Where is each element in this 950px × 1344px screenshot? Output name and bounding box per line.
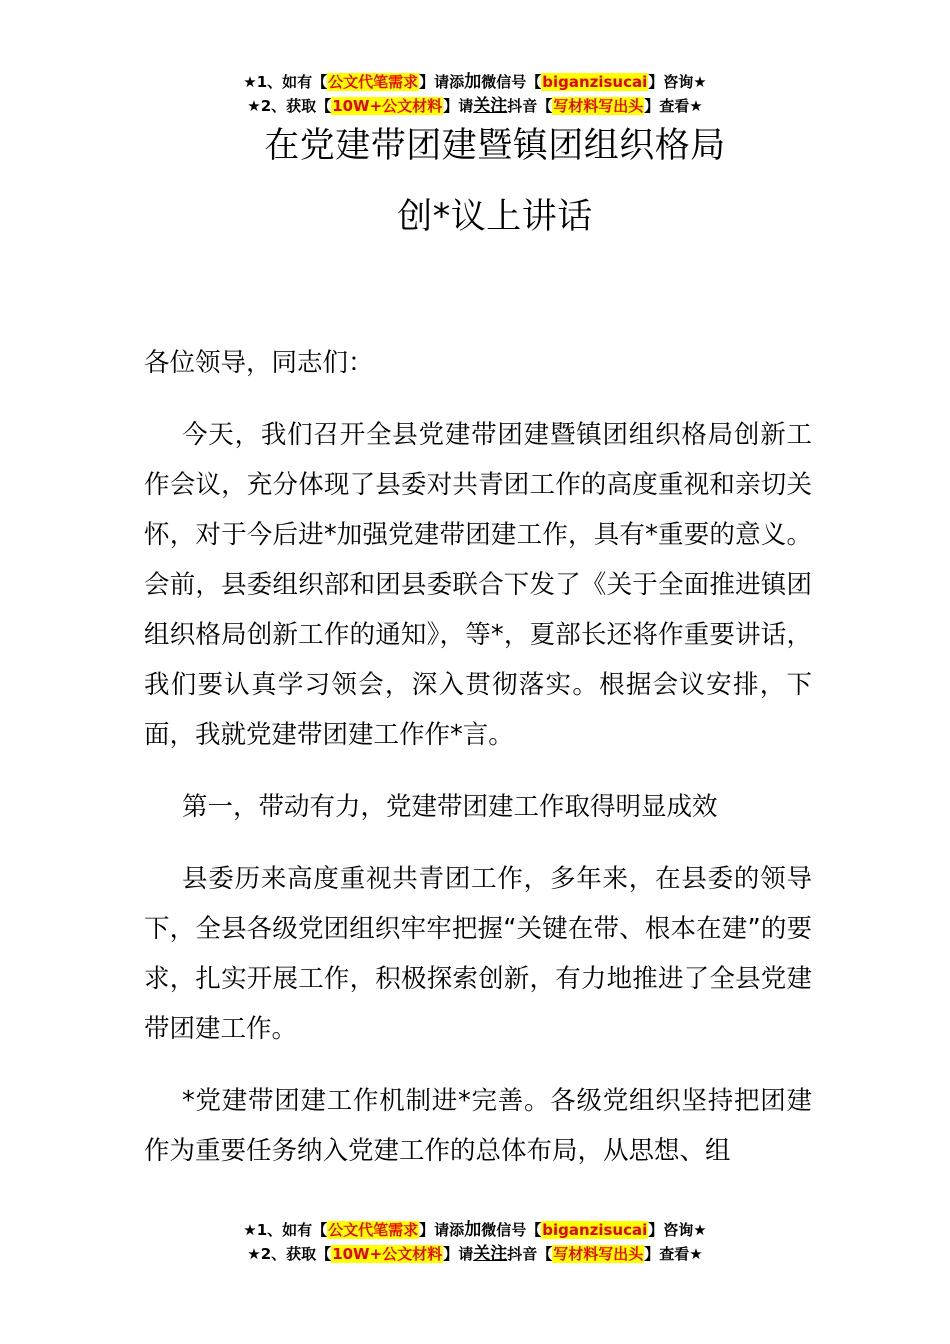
banner-text: 】咨询★ xyxy=(648,73,707,91)
banner-line-1 xyxy=(0,1218,950,1242)
greeting: 各位领导，同志们： xyxy=(144,348,374,378)
banner-wechat-id: biganzisucai xyxy=(542,73,648,91)
banner-text: ★1、如有【 xyxy=(243,1221,328,1239)
banner-highlight: 写材料写出头 xyxy=(553,97,644,115)
document-body xyxy=(144,338,812,1198)
paragraph: 今天，我们召开全县党建带团建暨镇团组织格局创新工作会议，充分体现了县委对共青团工作的高度重视和亲切关怀，对于今后进*加强党建带团建工作，具有*重要的意义。会前，县委组织部和团县委联合下发了《关于全面推进镇团组织格局创新工作的通知》，等*，夏部长还将作重要讲话，我们要认真学习领会，深入贯彻落实。根据会议安排，下面，我就党建带团建工作作*言。 xyxy=(144,420,812,750)
banner-wechat-id: biganzisucai xyxy=(542,1221,648,1239)
paragraph: 县委历来高度重视共青团工作，多年来，在县委的领导下，全县各级党团组织牢牢把握“关键在带、根本在建”的要求，扎实开展工作，积极探索创新，有力地推进了全县党建带团建工作。 xyxy=(144,864,812,1044)
banner-text: 】查看★ xyxy=(644,97,703,115)
banner-text: 】请 xyxy=(443,1245,474,1263)
banner-highlight: 10W+公文材料 xyxy=(332,1245,443,1263)
banner-text: 】请 xyxy=(443,97,474,115)
banner-text: 加 xyxy=(464,1220,482,1240)
banner-text: 关注 xyxy=(473,1244,508,1264)
banner-text: ★2、获取【 xyxy=(247,97,332,115)
bottom-banner xyxy=(0,1218,950,1266)
banner-text: ★1、如有【 xyxy=(243,73,328,91)
banner-highlight: 公文代笔需求 xyxy=(328,73,419,91)
top-banner xyxy=(0,70,950,118)
banner-text: 】请添 xyxy=(419,73,465,91)
paragraph: *党建带团建工作机制进*完善。各级党组织坚持把团建作为重要任务纳入党建工作的总体布局，从思想、组 xyxy=(144,1086,812,1166)
document-title-line-2: 创*议上讲话 xyxy=(397,197,593,237)
banner-highlight: 写材料写出头 xyxy=(553,1245,644,1263)
banner-line-2 xyxy=(0,94,950,118)
banner-highlight: 10W+公文材料 xyxy=(332,97,443,115)
banner-highlight: 公文代笔需求 xyxy=(328,1221,419,1239)
banner-text: 加 xyxy=(464,72,482,92)
section-heading: 第一，带动有力，党建带团建工作取得明显成效 xyxy=(182,792,718,822)
banner-text: 关注 xyxy=(473,96,508,116)
banner-text: 抖音【 xyxy=(507,1245,553,1263)
banner-text: ★2、获取【 xyxy=(247,1245,332,1263)
banner-line-1 xyxy=(0,70,950,94)
banner-line-2 xyxy=(0,1242,950,1266)
banner-text: 】查看★ xyxy=(644,1245,703,1263)
banner-text: 微信号【 xyxy=(481,73,542,91)
banner-text: 】请添 xyxy=(419,1221,465,1239)
document-title-line-1: 在党建带团建暨镇团组织格局 xyxy=(264,126,726,166)
banner-text: 】咨询★ xyxy=(648,1221,707,1239)
banner-text: 抖音【 xyxy=(507,97,553,115)
banner-text: 微信号【 xyxy=(481,1221,542,1239)
